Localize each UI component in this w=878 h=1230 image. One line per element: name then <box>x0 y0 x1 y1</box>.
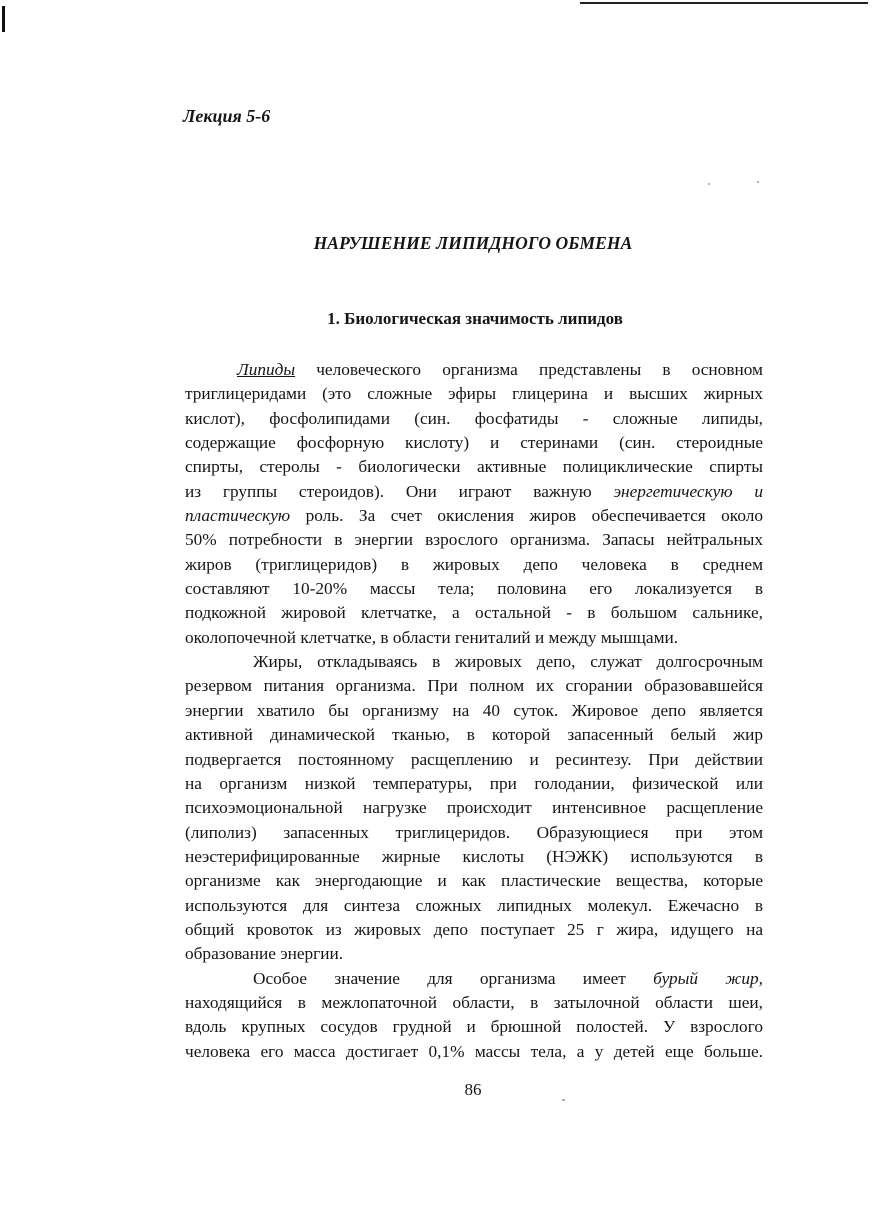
paragraph-2 <box>185 650 763 966</box>
text-line: неэстерифицированные жирные кислоты (НЭЖК) используются в <box>185 846 763 866</box>
text-line: психоэмоциональной нагрузке происходит интенсивное расщепление <box>185 798 763 818</box>
text-line: спирты, стеролы - биологически активные полициклические спирты <box>185 457 763 477</box>
text-line: активной динамической тканью, в которой запасенный белый жир <box>185 725 763 745</box>
scan-top-line <box>580 2 868 4</box>
lecture-label: Лекция 5-6 <box>183 106 271 126</box>
text-line: из группы стероидов). Они играют важную энергетическую и <box>185 481 763 501</box>
text-line: используются для синтеза сложных липидных молекул. Ежечасно в <box>185 895 763 915</box>
paragraph-3 <box>185 967 763 1064</box>
text-line: составляют 10-20% массы тела; половина его локализуется в <box>185 579 763 599</box>
text-line: содержащие фосфорную кислоту) и стеринами (син. стероидные <box>185 433 763 453</box>
scan-speck <box>708 183 710 185</box>
text-line: вдоль крупных сосудов грудной и брюшной полостей. У взрослого <box>185 1017 763 1037</box>
text-line: подкожной жировой клетчатке, а остальной - в большом сальнике, <box>185 603 763 623</box>
page-title: НАРУШЕНИЕ ЛИПИДНОГО ОБМЕНА <box>313 233 633 253</box>
emphasis-energy: энергетическую и <box>613 481 763 501</box>
text-line: триглицеридами (это сложные эфиры глицерина и высших жирных <box>185 384 763 404</box>
emphasis-plastic: пластическую <box>185 506 291 526</box>
scan-speck <box>757 181 759 183</box>
text-line: (липолиз) запасенных триглицеридов. Образующиеся при этом <box>185 822 763 842</box>
text-line: 50% потребности в энергии взрослого организма. Запасы нейтральных <box>185 530 763 550</box>
text-line: человека его масса достигает 0,1% массы тела, а у детей еще больше. <box>185 1041 763 1061</box>
text-line: пластическую роль. За счет окисления жиров обеспечивается около <box>185 506 763 526</box>
text-line: околопочечной клетчатке, в области гениталий и между мышцами. <box>185 627 679 647</box>
text-line: резервом питания организма. При полном их сгорании образовавшейся <box>185 676 763 696</box>
text-line: организме как энергодающие и как пластические вещества, которые <box>185 871 763 891</box>
text-line: Особое значение для организма имеет бурый жир, <box>253 968 763 988</box>
scan-edge-mark <box>2 6 5 32</box>
text-line: образование энергии. <box>185 944 344 964</box>
text-line: кислот), фосфолипидами (син. фосфатиды - сложные липиды, <box>185 408 763 428</box>
text-line: энергии хватило бы организму на 40 суток. Жировое депо является <box>185 700 763 720</box>
text-line: Жиры, откладываясь в жировых депо, служат долгосрочным <box>253 652 763 672</box>
text-line: Липиды человеческого организма представлены в основном <box>237 360 763 379</box>
emphasis-brown-fat: бурый жир, <box>653 968 763 988</box>
text-line: общий кровоток из жировых депо поступает 25 г жира, идущего на <box>185 919 763 939</box>
text-line: жиров (триглицеридов) в жировых депо человека в среднем <box>185 554 763 574</box>
section-heading: 1. Биологическая значимость липидов <box>327 309 623 328</box>
text-line: находящийся в межлопаточной области, в затылочной области шеи, <box>185 992 763 1012</box>
scan-speck <box>562 1099 565 1101</box>
text-line: на организм низкой температуры, при голодании, физической или <box>185 773 763 793</box>
body-text <box>185 358 763 1064</box>
page-number: 86 <box>464 1080 482 1099</box>
paragraph-1 <box>185 358 763 650</box>
term-lipids: Липиды <box>237 360 296 379</box>
text-line: подвергается постоянному расщеплению и ресинтезу. При действии <box>185 749 763 769</box>
